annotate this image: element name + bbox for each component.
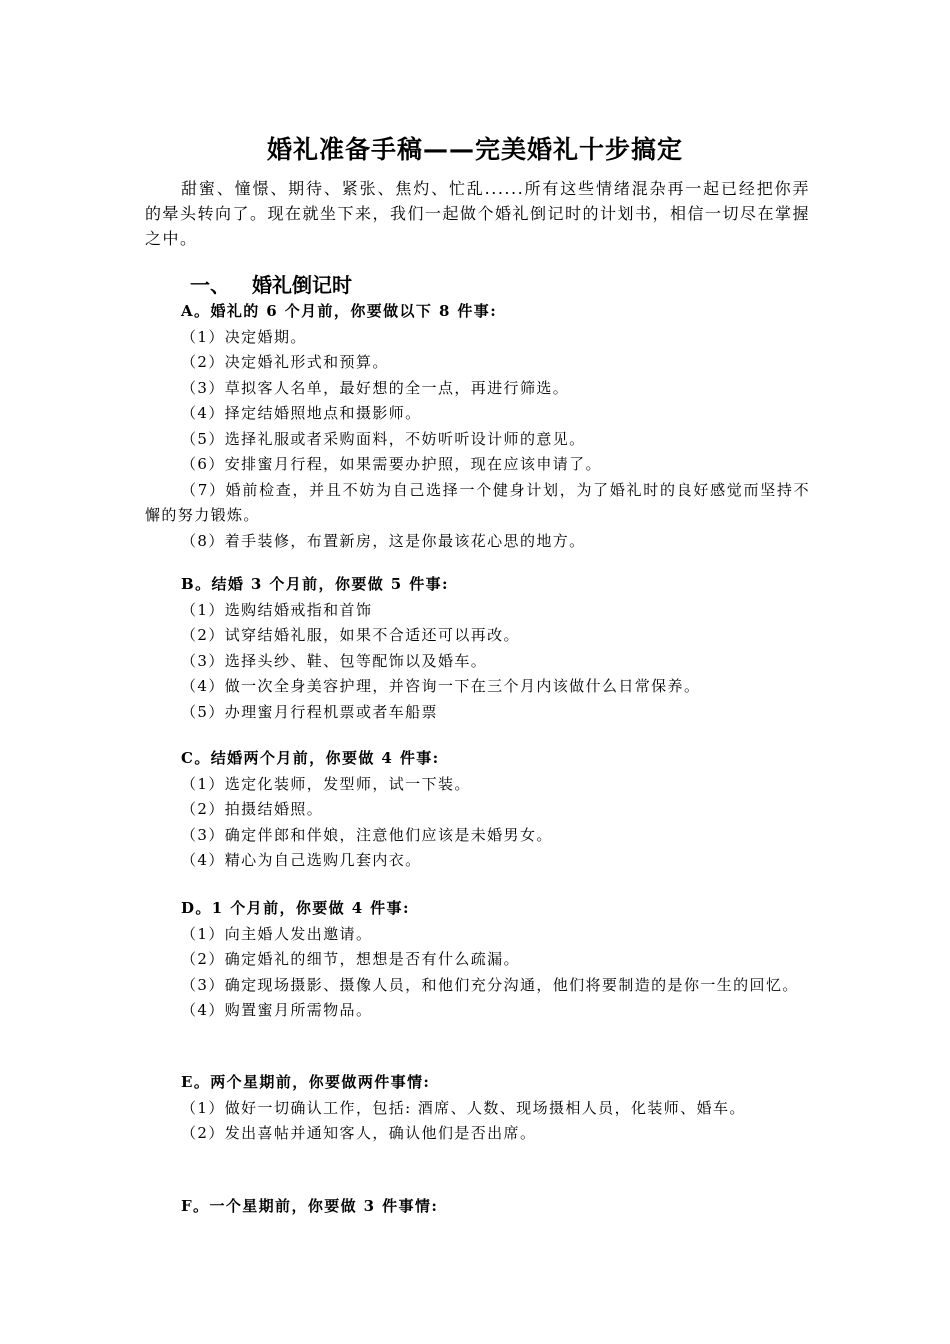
list-item: （5）选择礼服或者采购面料，不妨听听设计师的意见。	[181, 429, 586, 448]
list-item: （1）做好一切确认工作，包括: 酒席、人数、现场摄相人员，化装师、婚车。	[181, 1098, 746, 1117]
list-item: （4）精心为自己选购几套内衣。	[181, 851, 422, 869]
list-item: （3）确定伴郎和伴娘，注意他们应该是未婚男女。	[181, 825, 553, 844]
intro-paragraph	[145, 176, 810, 251]
list-item: （5）办理蜜月行程机票或者车船票	[181, 702, 438, 721]
group-d	[145, 896, 810, 1024]
list-item: （2）拍摄结婚照。	[181, 800, 324, 818]
list-item: （3）草拟客人名单，最好想的全一点，再进行筛选。	[181, 378, 570, 397]
group-heading: F。一个星期前，你要做 3 件事情:	[181, 1197, 439, 1215]
list-item: （1）选定化装师，发型师，试一下装。	[181, 774, 471, 793]
list-item: （4）做一次全身美容护理，并咨询一下在三个月内该做什么日常保养。	[181, 677, 701, 695]
list-item: （4）择定结婚照地点和摄影师。	[181, 404, 422, 422]
list-item: （3）选择头纱、鞋、包等配饰以及婚车。	[181, 651, 488, 670]
list-item: （2）决定婚礼形式和预算。	[181, 353, 389, 371]
list-item: （4）购置蜜月所需物品。	[181, 1001, 373, 1019]
list-item: （7）婚前检查，并且不妨为自己选择一个健身计划，为了婚礼时的良好感觉而坚持不懈的努力锻炼。	[145, 480, 810, 524]
list-item: （1）向主婚人发出邀请。	[181, 924, 373, 943]
group-heading: E。两个星期前，你要做两件事情:	[181, 1073, 431, 1091]
document-title: 婚礼准备手稿——完美婚礼十步搞定	[266, 135, 683, 164]
list-item: （1）选购结婚戒指和首饰	[181, 600, 373, 619]
section-title: 婚礼倒记时	[252, 273, 352, 297]
group-heading: D。1 个月前，你要做 4 件事:	[181, 899, 410, 917]
group-heading: B。结婚 3 个月前，你要做 5 件事:	[181, 575, 449, 593]
intro-text: 甜蜜、憧憬、期待、紧张、焦灼、忙乱......所有这些情绪混杂再一起已经把你弄的晕头转向了。现在就坐下来，我们一起做个婚礼倒记时的计划书，相信一切尽在掌握之中。	[145, 179, 811, 248]
group-a	[145, 299, 810, 554]
group-f	[145, 1194, 810, 1220]
list-item: （3）确定现场摄影、摄像人员，和他们充分沟通，他们将要制造的是你一生的回忆。	[181, 975, 799, 994]
section-number: 一、	[190, 273, 230, 297]
list-item: （1）决定婚期。	[181, 327, 307, 346]
group-b	[145, 572, 810, 725]
group-c	[145, 746, 810, 874]
group-e	[145, 1070, 810, 1147]
list-item: （6）安排蜜月行程，如果需要办护照，现在应该申请了。	[181, 455, 602, 473]
list-item: （2）试穿结婚礼服，如果不合适还可以再改。	[181, 626, 520, 644]
list-item: （8）着手装修，布置新房，这是你最该花心思的地方。	[181, 531, 586, 550]
section-heading	[190, 270, 352, 300]
list-item: （2）发出喜帖并通知客人，确认他们是否出席。	[181, 1124, 537, 1142]
group-heading: C。结婚两个月前，你要做 4 件事:	[181, 749, 440, 767]
list-item: （2）确定婚礼的细节，想想是否有什么疏漏。	[181, 950, 520, 968]
group-heading: A。婚礼的 6 个月前，你要做以下 8 件事:	[181, 302, 498, 320]
